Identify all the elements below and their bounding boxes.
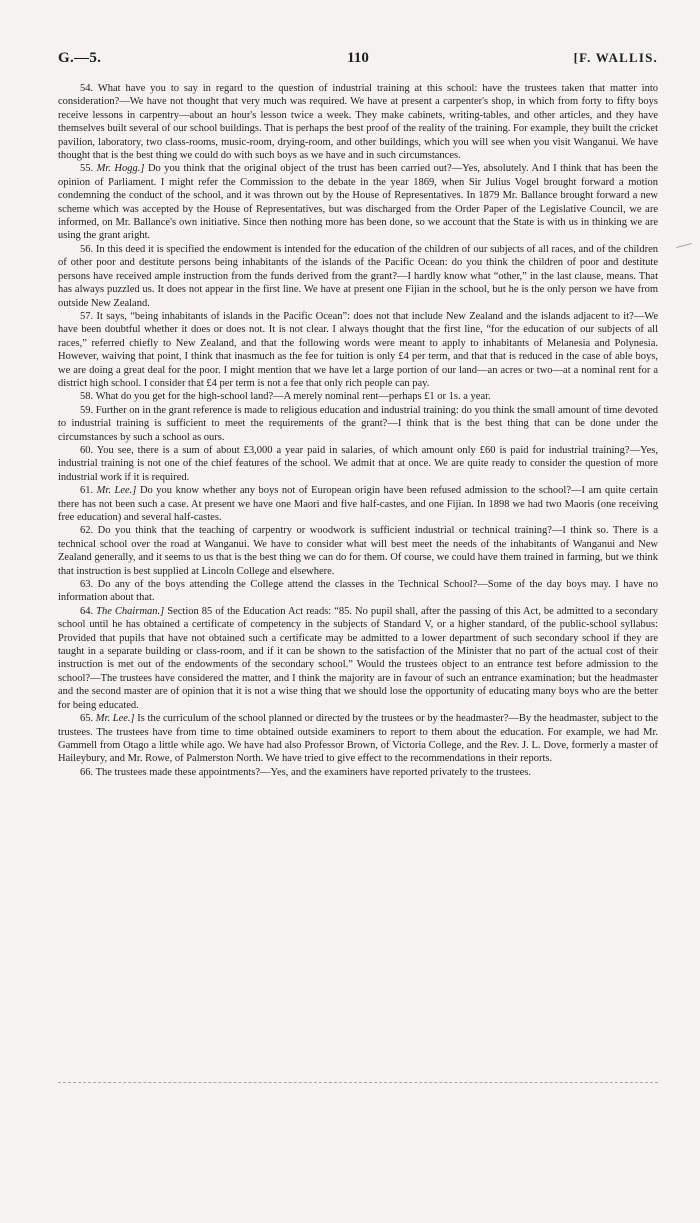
paragraph-number: 60. [80, 444, 94, 456]
paragraph-number: 59. [80, 404, 94, 416]
paragraph-58 [58, 390, 658, 403]
paragraph-66 [58, 766, 658, 779]
paragraph-63 [58, 578, 658, 605]
paragraph-65 [58, 712, 658, 766]
paragraph-number: 63. [80, 579, 94, 591]
speaker-label: The Chairman.] [96, 605, 165, 617]
speaker-label: Mr. Lee.] [96, 485, 137, 497]
paragraph-text: Section 85 of the Education Act reads: “85. No pupil shall, after the passing of this Act, be admitted to a secondary school until he has obtained a certificate of competency in the subjects of Standard V, or a higher standard, of the public-school syllabus: Provided that pupils that have not obtained such a certificate may be admitted to a lower department of such secondary school if they are taught in a separate building or class-room, and if it can be shown to the satisfaction of the Minister that no part of the actual cost of their instruction is met out of the endowments of the secondary school.” Would the trustees object to an entrance test before admission to the school?—The trustees have considered the matter, and I think the majority are in favour of such an entrance examination; but the headmaster and the second master are of opinion that it is not a wise thing that we should lose the opportunity of educating many boys who are the better for being educated. [58, 605, 658, 711]
paragraph-number: 64. [80, 605, 94, 617]
document-page [0, 50, 700, 1223]
paragraph-text: Do any of the boys attending the College attend the classes in the Technical School?—Some of the day boys may. I have no information about that. [58, 579, 659, 604]
speaker-label: Mr. Lee.] [95, 713, 135, 725]
paragraph-62 [58, 524, 658, 578]
paragraph-text: Is the curriculum of the school planned or directed by the trustees or by the headmaster?—By the headmaster, subject to the trustees. The trustees have from time to time obtained outside examiners to report to them about the education. For example, we had Mr. Gammell from Otago a little while ago. We have had also Professor Brown, of Victoria College, and the Rev. J. L. Dove, formerly a master of Haileybury, and Mr. Rowe, of Palmerston North. We have tried to give effect to the recommendations in their reports. [58, 713, 659, 765]
page-header [58, 50, 658, 82]
paragraph-64 [58, 605, 658, 712]
document-body [58, 82, 658, 779]
paragraph-text: Do you think that the original object of the trust has been carried out?—Yes, absolutely. And I think that has been the opinion of Parliament. I might refer the Commission to the debate in the year 1869, when Sir Julius Vogel brought forward a motion condemning the conduct of the school, and it was thrown out by the House of Representatives. In 1879 Mr. Ballance brought forward a new scheme which was accepted by the House of Representatives, but was discharged from the Order Paper of the Legislative Council, we are informed, on Mr. Ballance's own initiative. Since then nothing more has been done, so we account that the State is with us in thinking we are using the grant aright. [58, 163, 659, 242]
paragraph-number: 54. [80, 83, 94, 94]
paragraph-text: What do you get for the high-school land?—A merely nominal rent—perhaps £1 or 1s. a year. [95, 391, 491, 403]
speaker-label: Mr. Hogg.] [96, 163, 145, 175]
paragraph-text: Do you know whether any boys not of European origin have been refused admission to the school?—I am quite certain there has not been such a case. At present we have one Maori and five half-castes, and one Fijian. In 1898 we had two Maoris (one receiving free education) and several half-castes. [58, 485, 659, 523]
paragraph-text: Do you think that the teaching of carpentry or woodwork is sufficient industrial or technical training?—I think so. There is a technical school over the road at Wanganui. We have to consider what will best meet the needs of the inhabitants of Wanganui and New Zealand generally, and it seems to us that is the best thing we can do for them. Of course, we could have them trained in farming, but we think that instruction is best supplied at Lincoln College and elsewhere. [58, 525, 659, 577]
paragraph-60 [58, 444, 658, 484]
paragraph-55 [58, 162, 658, 242]
paragraph-number: 55. [80, 163, 94, 175]
paragraph-number: 57. [80, 310, 94, 322]
paragraph-number: 62. [80, 525, 94, 537]
page-number: 110 [347, 50, 369, 66]
paragraph-text: In this deed it is specified the endowment is intended for the education of the children of our subjects of all races, and of the children of other poor and destitute persons being inhabitants of the islands of the Pacific Ocean: do you think the children of poor and destitute persons have received ample instruction from the funds derived from the grant?—I hardly know what “other,” in the last clause, means. That has always puzzled us. It does not appear in the first line. We have at present one Fijian in the school, but he is the only person we have from outside New Zealand. [58, 243, 659, 309]
paragraph-56 [58, 243, 658, 310]
paragraph-text: What have you to say in regard to the question of industrial training at this school: have the trustees taken that matter into consideration?—We have not thought that very much was required. We have at present a carpenter's shop, in which from forty to fifty boys receive lessons in carpentry—about an hour's lesson twice a week. They make cabinets, writing-tables, and other articles, and they have themselves built several of our school buildings. That is perhaps the best proof of the reality of the training. For example, they built the cricket pavilion, laboratory, two class-rooms, music-room, drying-room, and other buildings, which you will see when you visit Wanganui. We have thought that is the best thing we could do with such boys as we have and in such circumstances. [58, 83, 658, 162]
paragraph-number: 58. [80, 391, 94, 403]
witness-name: [F. WALLIS. [573, 50, 658, 65]
paragraph-text: The trustees made these appointments?—Yes, and the examiners have reported privately to the trustees. [95, 766, 531, 778]
paragraph-text: Further on in the grant reference is made to religious education and industrial training: do you think the small amount of time devoted to industrial training is sufficient to meet the requirements of the grant?—I think that is the best thing that can be done under the circumstances by such a school as ours. [58, 404, 659, 443]
footer-rule [58, 1082, 658, 1083]
paragraph-57 [58, 310, 658, 390]
document-reference: G.—5. [58, 50, 102, 66]
paragraph-number: 61. [80, 485, 94, 497]
paragraph-text: It says, “being inhabitants of islands in the Pacific Ocean”: does not that include New Zealand and the islands adjacent to it?—We have been doubtful whether it does or does not. It is not clear. I always thought that the first line, “for the education of our subjects of all races,” referred chiefly to New Zealand, and that the following words were meant to apply to inhabitants of Melanesia and Polynesia. However, waiving that point, I think that inasmuch as the fee for tuition is only £4 per term, and that that is reduced in the case of able boys, we are doing a great deal for the poor. I might mention that we have let a large portion of our land—an acres or two—at a nominal rent for a district high school. I consider that £4 per term is not a fee that only rich people can pay. [58, 310, 659, 389]
paragraph-59 [58, 404, 658, 444]
paragraph-61 [58, 484, 658, 524]
paragraph-text: You see, there is a sum of about £3,000 a year paid in salaries, of which amount only £60 is paid for industrial training?—Yes, industrial training is not one of the chief features of the school. We admit that at once. We are quite ready to consider the question of more industrial work if it is required. [58, 444, 658, 483]
paragraph-number: 66. [80, 766, 94, 778]
paragraph-54 [58, 82, 658, 162]
paragraph-number: 65. [80, 713, 94, 725]
paragraph-number: 56. [80, 243, 94, 255]
